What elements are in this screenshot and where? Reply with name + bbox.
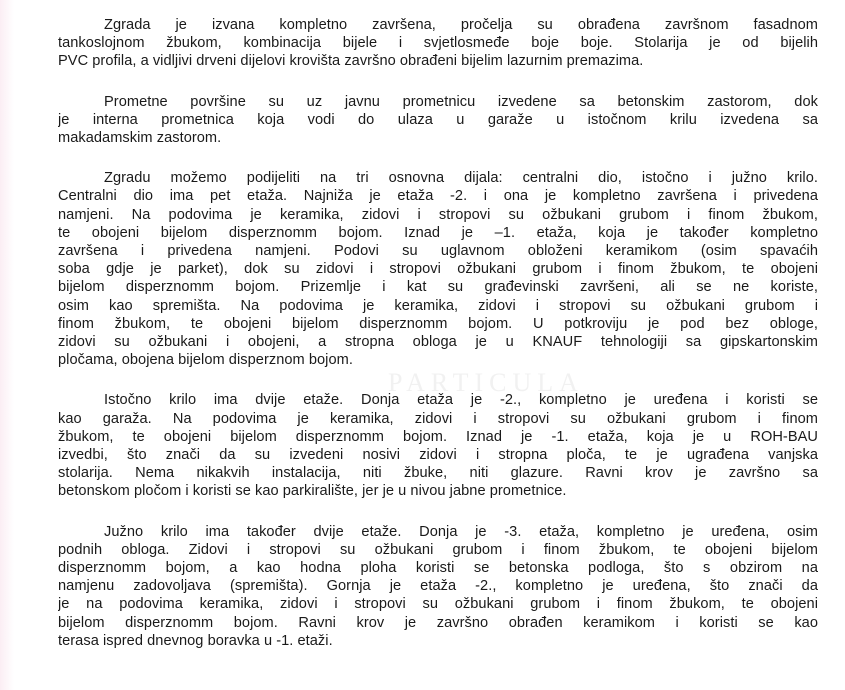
text-line: soba gdje je parket), dok su zidovi i stropovi ožbukani grubom i finom žbukom, te obojeni <box>58 261 818 278</box>
text-line: pločama, obojena bijelom disperznom bojom. <box>58 352 353 369</box>
text-line: terasa ispred dnevnog boravka u -1. etaži. <box>58 632 333 649</box>
text-line: Zgradu možemo podijeliti na tri osnovna dijala: centralni dio, istočno i južno krilo. <box>104 170 818 187</box>
text-line: bijelom disperznomm bojom. Prizemlje i kat su građevinski završeni, ali se ne koriste, <box>58 279 818 296</box>
text-line: finom žbukom, te obojeni bijelom disperznomm bojom. U potkroviju je pod bez obloge, <box>58 315 818 332</box>
text-line: zidovi su ožbukani i obojeni, a stropna obloga je u KNAUF tehnologiji sa gipskartonskim <box>58 334 818 351</box>
text-line: Južno krilo ima također dvije etaže. Donja je -3. etaža, kompletno je uređena, osim <box>104 523 818 540</box>
text-line: disperznomm bojom, a kao hodna ploha koristi se betonska podloga, što s obzirom na <box>58 560 818 577</box>
text-line: namjeni. Na podovima je keramika, zidovi i stropovi su ožbukani grubom i finom žbukom, <box>58 206 818 223</box>
text-line: betonskom pločom i koristi se kao parkiralište, jer je u nivou jabne prometnice. <box>58 483 567 500</box>
text-line: Prometne površine su uz javnu prometnicu izvedene sa betonskim zastorom, dok <box>104 93 818 110</box>
paragraph-4 <box>58 391 818 500</box>
text-line: stolarija. Nema nikakvih instalacija, niti žbuke, niti glazure. Ravni krov je završno sa <box>58 465 818 482</box>
text-line: Istočno krilo ima dvije etaže. Donja etaža je -2., kompletno je uređena i koristi se <box>104 392 818 409</box>
paragraph-3 <box>58 169 818 369</box>
text-line: izvedbi, što znači da su izvedeni nosivi zidovi i stropna ploča, te je ugrađena vanjska <box>58 447 818 464</box>
text-line: završena i privedena namjeni. Podovi su uglavnom obloženi keramikom (osim spavaćih <box>58 243 818 260</box>
text-line: bijelom disperznomm bojom. Ravni krov je završno obrađen keramikom i koristi se kao <box>58 614 818 631</box>
paragraph-5 <box>58 523 818 650</box>
text-line: podnih obloga. Zidovi i stropovi su ožbukani grubom i finom žbukom, te obojeni bijelom <box>58 541 818 558</box>
text-line: kao garaža. Na podovima je keramika, zidovi i stropovi su ožbukani grubom i finom <box>58 410 818 427</box>
text-line: žbukom, te obojeni bijelom disperznomm bojom. Iznad je -1. etaža, koja je u ROH-BAU <box>58 428 818 445</box>
text-line: osim kao spremišta. Na podovima je keramika, zidovi i stropovi su ožbukani grubom i <box>58 297 818 314</box>
text-line: Centralni dio ima pet etaža. Najniža je etaža -2. i ona je kompletno završena i privedena <box>58 188 818 205</box>
scan-edge <box>0 0 14 690</box>
text-line: PVC profila, a vidljivi drveni dijelovi krovišta završno obrađeni bijelim lazurnim premazima. <box>58 53 644 70</box>
text-line: tankoslojnom žbukom, kombinacija bijele i svjetlosmeđe boje boje. Stolarija je od bijelih <box>58 35 818 52</box>
document-page <box>58 16 818 672</box>
text-line: je interna prometnica koja vodi do ulaza u garaže u istočnom krilu izvedena sa <box>58 111 818 128</box>
paragraph-1 <box>58 16 818 71</box>
paragraph-2 <box>58 93 818 148</box>
watermark: PARTICULA <box>388 368 584 397</box>
text-line: makadamskim zastorom. <box>58 130 222 147</box>
text-line: je na podovima keramika, zidovi i stropovi su ožbukani grubom i finom žbukom, te obojeni <box>58 596 818 613</box>
text-line: namjenu zadovoljava (spremišta). Gornja je etaža -2., kompletno je uređena, što znači da <box>58 578 818 595</box>
text-line: Zgrada je izvana kompletno završena, pročelja su obrađena završnom fasadnom <box>104 17 818 33</box>
text-line: te obojeni bijelom disperznomm bojom. Iznad je –1. etaža, koja je također kompletno <box>58 224 818 241</box>
